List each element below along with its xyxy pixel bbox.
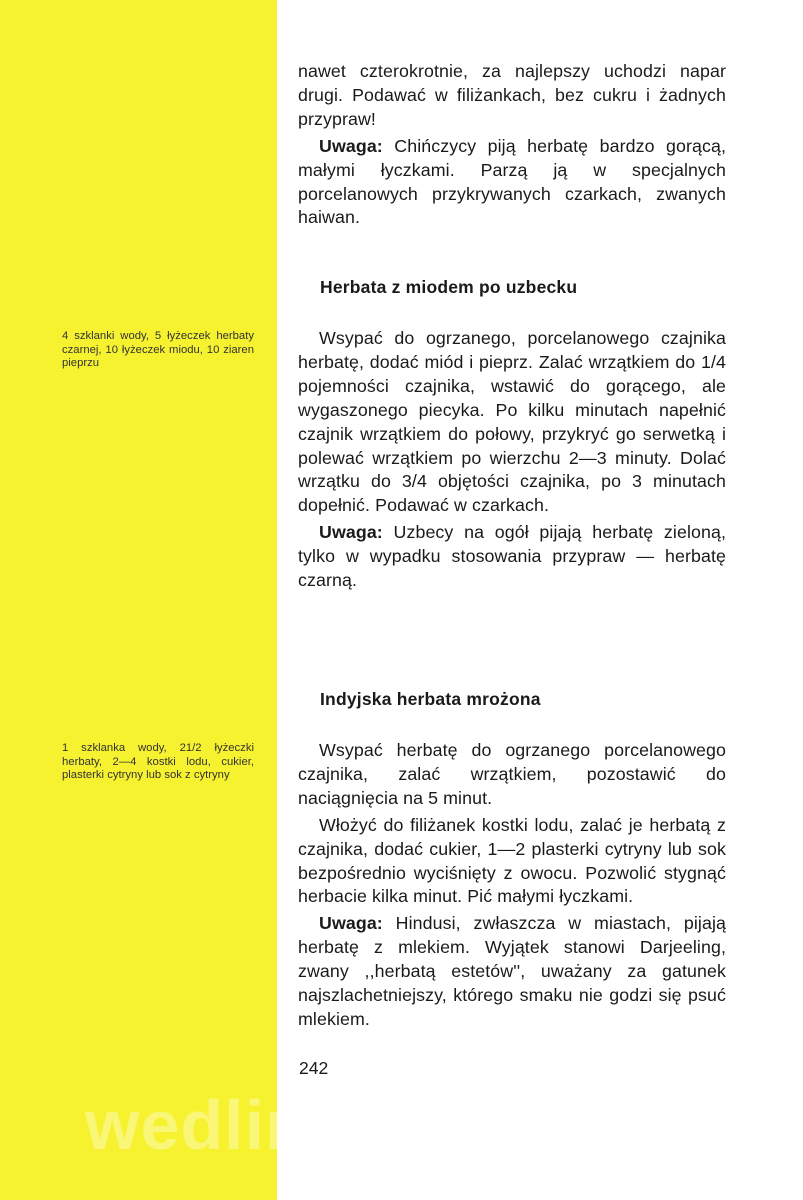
recipe-indian-note: [298, 912, 726, 1032]
watermark: wedlinydomowe.pl: [85, 1086, 724, 1164]
intro-note: [298, 135, 726, 231]
page-number: 242: [299, 1058, 329, 1078]
note-text: Chińczycy piją herbatę bardzo gorącą, małymi łyczkami. Parzą ją w specjalnych porcelanowych przykrywanych czarkach, zwanych haiwan.: [298, 135, 726, 228]
ingredients-note-2: 1 szklanka wody, 21/2 łyżeczki herbaty, 2—4 kostki lodu, cukier, plasterki cytryny lub sok z cytryny: [62, 742, 254, 782]
recipe-indian-step-2: Włożyć do filiżanek kostki lodu, zalać je herbatą z czajnika, dodać cukier, 1—2 plasterki cytryny lub sok bezpośrednio wyciśnięty z owocu. Pozwolić stygnąć herbacie kilka minut. Pić małymi łyczkami.: [298, 814, 726, 907]
intro-section: [298, 60, 726, 230]
recipe-indian-step-1: Wsypać herbatę do ogrzanego porcelanowego czajnika, zalać wrzątkiem, pozostawić do naciągnięcia na 5 minut.: [298, 740, 726, 808]
intro-paragraph: nawet czterokrotnie, za najlepszy uchodzi napar drugi. Podawać w filiżankach, bez cukru i żadnych przypraw!: [298, 61, 726, 129]
recipe-uzbek-instructions: Wsypać do ogrzanego, porcelanowego czajnika herbatę, dodać miód i pieprz. Zalać wrzątkiem do 1/4 pojemności czajnika, wstawić do gorącego, ale wygaszonego piecyka. Po kilku minutach napełnić czajnik wrzątkiem do połowy, przykryć go serwetką i polewać wrzątkiem po wierzchu 2—3 minuty. Dolać wrzątku do 3/4 objętości czajnika, po 3 minutach dopełnić. Podawać w czarkach.: [298, 328, 726, 516]
recipe-indian-body: [298, 739, 726, 1032]
note-label: Uwaga:: [319, 522, 383, 543]
recipe-title-indian: Indyjska herbata mrożona: [320, 689, 541, 709]
note-text: Uzbecy na ogół pijają herbatę zieloną, tylko w wypadku stosowania przypraw — herbatę czarną.: [298, 522, 726, 591]
recipe-title-uzbek: Herbata z miodem po uzbecku: [320, 277, 578, 297]
note-label: Uwaga:: [319, 135, 383, 156]
ingredients-note-1: 4 szklanki wody, 5 łyżeczek herbaty czarnej, 10 łyżeczek miodu, 10 ziaren pieprzu: [62, 330, 254, 370]
note-text: Hindusi, zwłaszcza w miastach, pijają herbatę z mlekiem. Wyjątek stanowi Darjeeling, zwany ,,herbatą estetów'', uważany za gatunek najszlachetniejszy, którego smaku nie godzi się psuć mlekiem.: [298, 913, 726, 1029]
recipe-uzbek-note: [298, 521, 726, 593]
note-label: Uwaga:: [319, 913, 383, 934]
yellow-sidebar: [0, 0, 277, 1200]
recipe-uzbek-body: [298, 327, 726, 593]
